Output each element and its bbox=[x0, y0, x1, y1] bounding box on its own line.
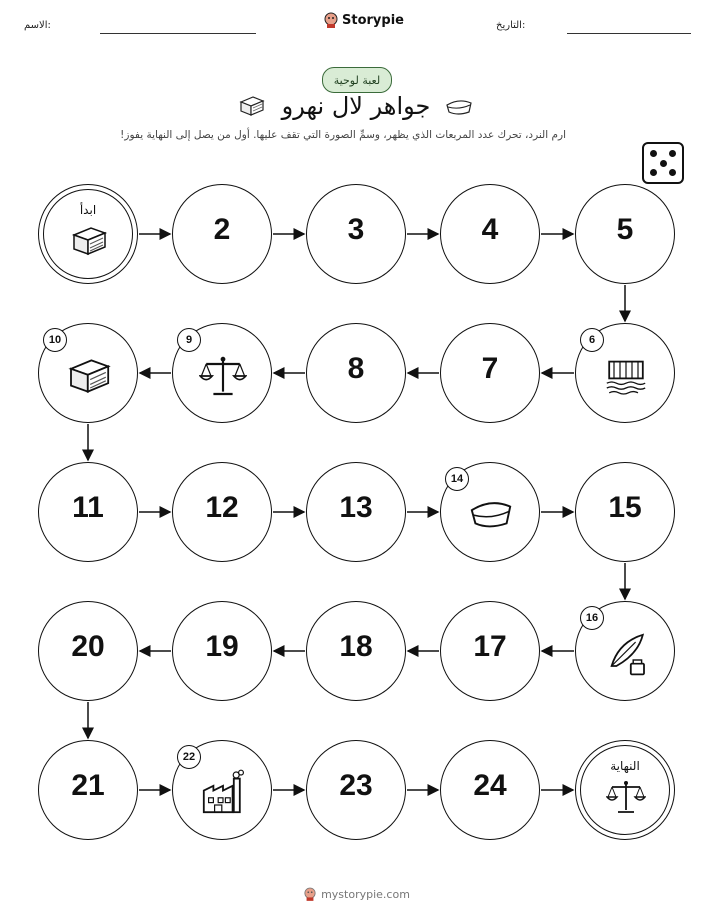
space-number: 3 bbox=[347, 213, 365, 246]
space-number: 18 bbox=[339, 630, 373, 663]
space-number-badge: 14 bbox=[445, 467, 469, 491]
space-number: 24 bbox=[473, 769, 507, 802]
space-number-badge: 6 bbox=[580, 328, 604, 352]
space-number: 11 bbox=[72, 491, 104, 524]
finish-label: النهاية bbox=[610, 759, 640, 773]
space-number: 21 bbox=[71, 769, 105, 802]
space-number: 12 bbox=[205, 491, 239, 524]
space-number: 13 bbox=[339, 491, 373, 524]
name-label: الاسم: bbox=[24, 20, 51, 31]
space-number: 2 bbox=[213, 213, 231, 246]
page-title: جواهر لال نهرو bbox=[281, 92, 431, 120]
date-label: التاريخ: bbox=[496, 20, 526, 31]
brand-name: Storypie bbox=[342, 12, 404, 28]
space-number: 17 bbox=[473, 630, 507, 663]
space-number: 20 bbox=[71, 630, 105, 663]
game-type-badge: لعبة لوحية bbox=[322, 67, 392, 93]
space-number: 19 bbox=[205, 630, 239, 663]
space-number: 5 bbox=[616, 213, 634, 246]
footer-site[interactable]: mystorypie.com bbox=[321, 887, 410, 901]
space-number: 4 bbox=[481, 213, 499, 246]
space-number-badge: 9 bbox=[177, 328, 201, 352]
space-number-badge: 10 bbox=[43, 328, 67, 352]
start-label: ابدأ bbox=[79, 203, 97, 217]
space-number: 15 bbox=[608, 491, 642, 524]
space-number: 23 bbox=[339, 769, 373, 802]
space-number-badge: 16 bbox=[580, 606, 604, 630]
space-number: 7 bbox=[481, 352, 499, 385]
footer bbox=[0, 887, 714, 901]
instructions-text: ارم النرد، تحرك عدد المربعات الذي يظهر، وسمِّ الصورة التي تقف عليها. أول من يصل إلى النهاية يفوز! bbox=[120, 129, 566, 141]
space-number-badge: 22 bbox=[177, 745, 201, 769]
space-number: 8 bbox=[347, 352, 365, 385]
mascot-icon bbox=[304, 887, 316, 901]
